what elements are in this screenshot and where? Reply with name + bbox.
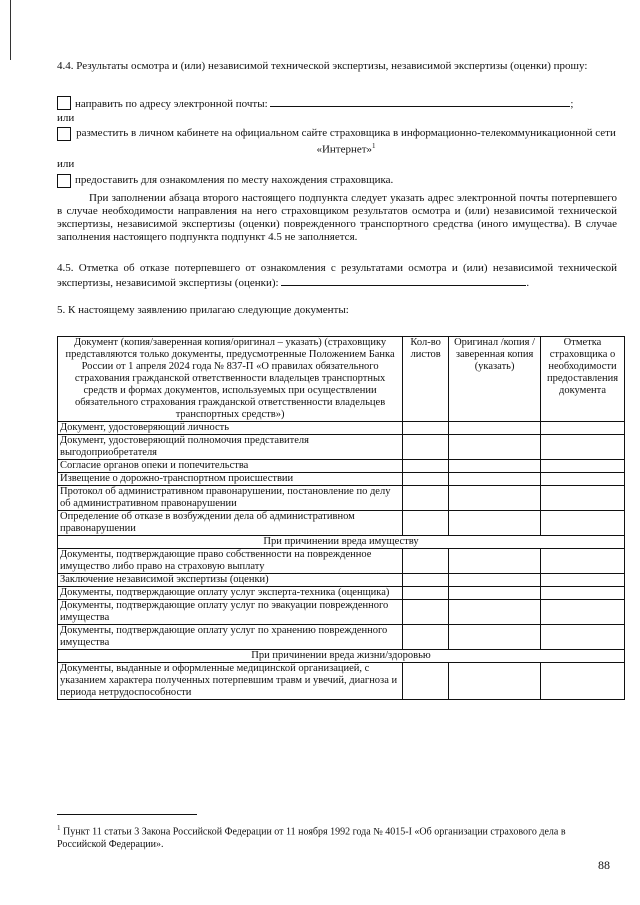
row-doc: Документы, подтверждающие право собственности на поврежденное имущество либо право на страховую выплату: [58, 549, 403, 574]
type-cell[interactable]: [449, 549, 541, 574]
mark-cell[interactable]: [541, 460, 625, 473]
type-cell[interactable]: [449, 435, 541, 460]
table-row: [58, 549, 625, 574]
section-4-5: [57, 262, 617, 290]
mark-cell[interactable]: [541, 587, 625, 600]
count-cell[interactable]: [403, 663, 449, 700]
type-cell[interactable]: [449, 574, 541, 587]
row-doc: Документы, подтверждающие оплату услуг эксперта-техника (оценщика): [58, 587, 403, 600]
table-row: [58, 574, 625, 587]
row-doc: Документы, подтверждающие оплату услуг по хранению поврежденного имущества: [58, 625, 403, 650]
documents-table: [57, 336, 625, 700]
mark-cell[interactable]: [541, 511, 625, 536]
or-1: или: [57, 112, 75, 124]
table-row: [58, 600, 625, 625]
refusal-field[interactable]: [281, 275, 526, 286]
type-cell[interactable]: [449, 473, 541, 486]
row-doc: Определение об отказе в возбуждении дела об административном правонарушении: [58, 511, 403, 536]
type-cell[interactable]: [449, 486, 541, 511]
type-cell[interactable]: [449, 460, 541, 473]
type-cell[interactable]: [449, 511, 541, 536]
section-4-4-text: 4.4. Результаты осмотра и (или) независимой технической экспертизы, независимой экспертизы (оценки) прошу:: [57, 60, 588, 72]
section-5-text: 5. К настоящему заявлению прилагаю следующие документы:: [57, 304, 349, 316]
cabinet-checkbox[interactable]: [57, 127, 71, 141]
type-cell[interactable]: [449, 587, 541, 600]
or-2: или: [57, 158, 75, 170]
header-insurer-mark: Отметка страховщика о необходимости предоставления документа: [541, 337, 625, 422]
row-doc: Заключение независимой экспертизы (оценки): [58, 574, 403, 587]
section-4-4-note: При заполнении абзаца второго настоящего подпункта следует указать адрес электронной почты потерпевшего в случае необходимости направления на него страховщиком результатов осмотра и (или) независимой технической экспертизы, независимой экспертизы (оценки) поврежденного транспортного средства (иного имущества). В случае заполнения настоящего подпункта подпункт 4.5 не заполняется.: [57, 192, 617, 243]
section-property-label: При причинении вреда имуществу: [58, 536, 625, 549]
count-cell[interactable]: [403, 625, 449, 650]
email-checkbox[interactable]: [57, 96, 71, 110]
section-row-property: [58, 536, 625, 549]
row-doc: Протокол об административном правонарушении, постановление по делу об административном правонарушении: [58, 486, 403, 511]
table-row: [58, 473, 625, 486]
mark-cell[interactable]: [541, 422, 625, 435]
footnote-text: Пункт 11 статьи 3 Закона Российской Федерации от 11 ноября 1992 года № 4015-I «Об организации страхового дела в Российской Федерации».: [57, 826, 566, 851]
type-cell[interactable]: [449, 663, 541, 700]
row-doc: Документ, удостоверяющий личность: [58, 422, 403, 435]
count-cell[interactable]: [403, 422, 449, 435]
mark-cell[interactable]: [541, 625, 625, 650]
margin-line: [10, 0, 11, 60]
type-cell[interactable]: [449, 600, 541, 625]
option-cabinet-label: разместить в личном кабинете на официальном сайте страховщика в информационно-телекоммуникационной сети «Интернет»: [76, 127, 616, 156]
footnote-number: 1: [57, 824, 61, 832]
header-document: Документ (копия/заверенная копия/оригинал – указать) (страховщику представляются только документы, предусмотренные Положением Банка России от 1 апреля 2024 года № 837-П «О правилах обязательного страхования гражданской ответственности владельцев транспортных средств и формах документов, используемых при осуществлении обязательного страхования гражданской ответственности владельцев транспортных средств»): [58, 337, 403, 422]
section-health-label: При причинении вреда жизни/здоровью: [58, 650, 625, 663]
table-row: [58, 587, 625, 600]
table-row: [58, 422, 625, 435]
row-doc: Извещение о дорожно-транспортном происшествии: [58, 473, 403, 486]
count-cell[interactable]: [403, 435, 449, 460]
mark-cell[interactable]: [541, 574, 625, 587]
table-row: [58, 663, 625, 700]
footnote-divider: [57, 814, 197, 815]
section-4-5-end: .: [526, 277, 530, 289]
email-field[interactable]: [270, 96, 570, 107]
table-row: [58, 511, 625, 536]
row-doc: Согласие органов опеки и попечительства: [58, 460, 403, 473]
footnote-ref: 1: [372, 142, 376, 150]
mark-cell[interactable]: [541, 435, 625, 460]
footnote: [57, 822, 617, 851]
table-row: [58, 486, 625, 511]
table-row: [58, 460, 625, 473]
header-count: Кол-во листов: [403, 337, 449, 422]
table-row: [58, 625, 625, 650]
row-doc: Документы, подтверждающие оплату услуг по эвакуации поврежденного имущества: [58, 600, 403, 625]
mark-cell[interactable]: [541, 549, 625, 574]
count-cell[interactable]: [403, 587, 449, 600]
section-4-5-text: 4.5. Отметка об отказе потерпевшего от ознакомления с результатами осмотра и (или) независимой технической экспертизы, независимой экспертизы (оценки):: [57, 262, 617, 289]
count-cell[interactable]: [403, 473, 449, 486]
mark-cell[interactable]: [541, 473, 625, 486]
count-cell[interactable]: [403, 511, 449, 536]
type-cell[interactable]: [449, 422, 541, 435]
header-original-copy: Оригинал /копия /заверенная копия (указать): [449, 337, 541, 422]
table-header-row: [58, 337, 625, 422]
email-end: ;: [570, 98, 574, 110]
option-office-label: предоставить для ознакомления по месту нахождения страховщика.: [75, 174, 394, 186]
count-cell[interactable]: [403, 600, 449, 625]
count-cell[interactable]: [403, 574, 449, 587]
type-cell[interactable]: [449, 625, 541, 650]
mark-cell[interactable]: [541, 663, 625, 700]
option-email-label: направить по адресу электронной почты:: [75, 98, 268, 110]
office-checkbox[interactable]: [57, 174, 71, 188]
page-number: 88: [598, 858, 610, 872]
count-cell[interactable]: [403, 549, 449, 574]
mark-cell[interactable]: [541, 486, 625, 511]
row-doc: Документы, выданные и оформленные медицинской организацией, с указанием характера полученных потерпевшим травм и увечий, диагноза и периода нетрудоспособности: [58, 663, 403, 700]
table-row: [58, 435, 625, 460]
mark-cell[interactable]: [541, 600, 625, 625]
count-cell[interactable]: [403, 460, 449, 473]
row-doc: Документ, удостоверяющий полномочия представителя выгодоприобретателя: [58, 435, 403, 460]
count-cell[interactable]: [403, 486, 449, 511]
section-row-health: [58, 650, 625, 663]
